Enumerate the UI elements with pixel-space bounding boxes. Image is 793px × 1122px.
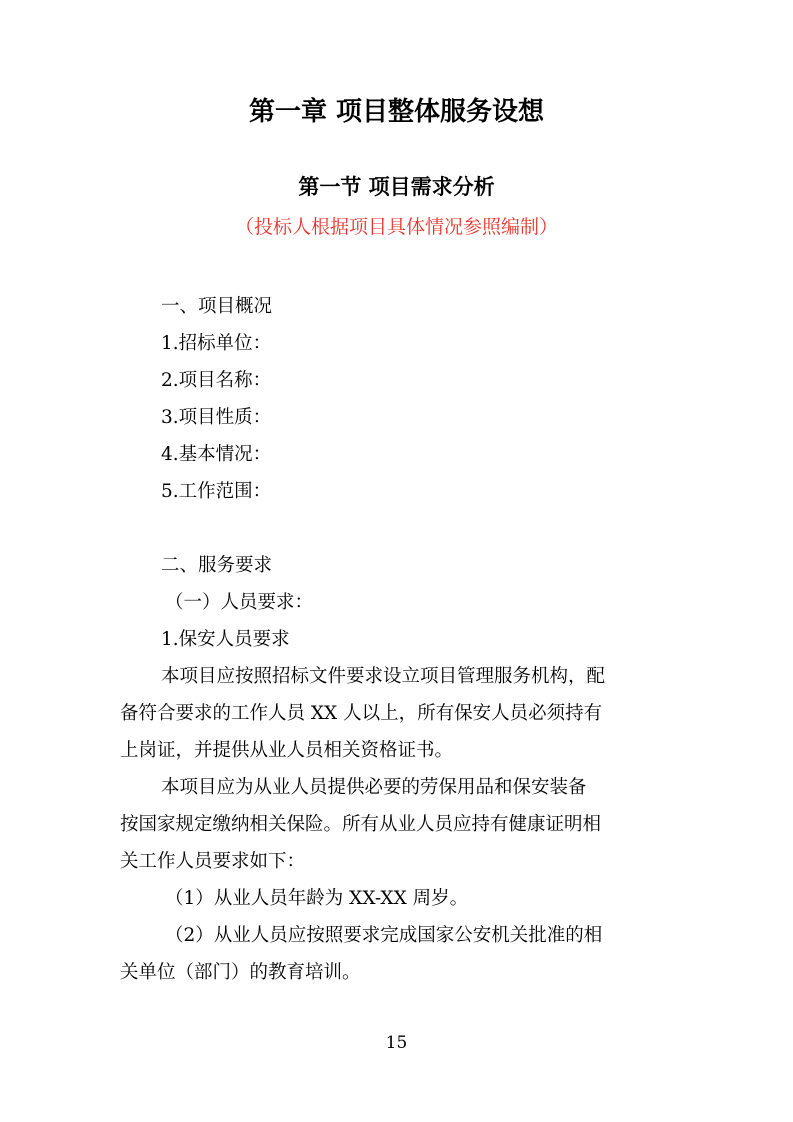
requirement-item-age: （1）从业人员年龄为 XX-XX 周岁。	[165, 888, 469, 909]
paragraph-line: 关单位（部门）的教育培训。	[120, 962, 361, 983]
section-note: （投标人根据项目具体情况参照编制）	[234, 216, 558, 238]
paragraph-line: 按国家规定缴纳相关保险。所有从业人员应持有健康证明相	[120, 814, 602, 835]
heading-service-requirements: 二、服务要求	[161, 555, 273, 576]
subheading-security-staff: 1.保安人员要求	[161, 629, 290, 650]
chapter-title: 第一章 项目整体服务设想	[248, 97, 545, 127]
heading-project-overview: 一、项目概况	[161, 296, 273, 317]
paragraph-line: 关工作人员要求如下：	[120, 851, 306, 872]
paragraph-line: 上岗证，并提供从业人员相关资格证书。	[120, 740, 454, 761]
paragraph-line: 本项目应按照招标文件要求设立项目管理服务机构，配	[161, 666, 606, 687]
paragraph-line: 本项目应为从业人员提供必要的劳保用品和保安装备	[161, 777, 587, 798]
list-item-work-scope: 5.工作范围：	[161, 481, 272, 502]
subheading-staff-requirements: （一）人员要求：	[165, 592, 314, 613]
list-item-project-nature: 3.项目性质：	[161, 407, 272, 428]
paragraph-line: 备符合要求的工作人员 XX 人以上，所有保安人员必须持有	[120, 703, 603, 724]
list-item-basic-info: 4.基本情况：	[161, 444, 272, 465]
page-number: 15	[385, 1033, 408, 1053]
list-item-bidding-unit: 1.招标单位：	[161, 333, 272, 354]
requirement-item-training: （2）从业人员应按照要求完成国家公安机关批准的相	[165, 925, 603, 946]
section-title: 第一节 项目需求分析	[298, 175, 495, 199]
list-item-project-name: 2.项目名称：	[161, 370, 272, 391]
